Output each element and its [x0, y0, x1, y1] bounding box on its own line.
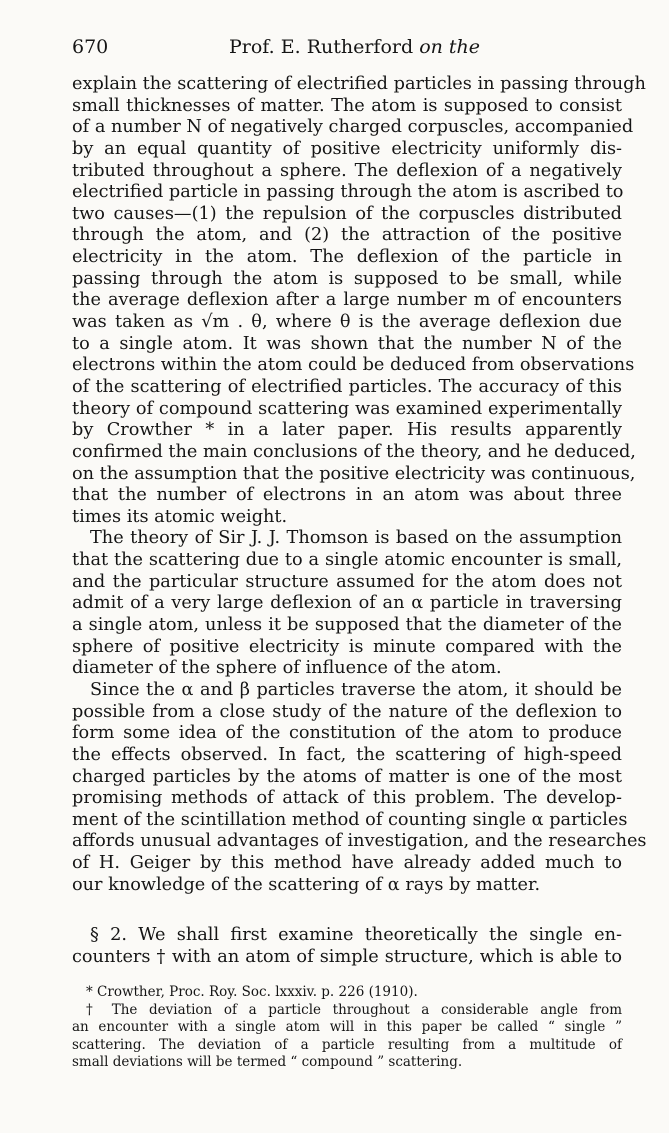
text-line: promising methods of attack of this problem. The develop- — [72, 788, 622, 809]
text-line: two causes—(1) the repulsion of the corpuscles distributed — [72, 203, 622, 224]
text-line: affords unusual advantages of investigation, and the researches — [72, 831, 647, 852]
section-2-start — [72, 925, 622, 968]
text-line: confirmed the main conclusions of the theory, and he deduced, — [72, 441, 636, 462]
page-number: 670 — [72, 36, 109, 58]
running-head — [229, 36, 480, 58]
text-line: and the particular structure assumed for the atom does not — [72, 571, 622, 592]
text-line: times its atomic weight. — [72, 506, 288, 527]
paragraph — [72, 74, 646, 528]
text-line: sphere of positive electricity is minute compared with the — [72, 636, 622, 657]
text-line: of a number N of negatively charged corpuscles, accompanied — [72, 117, 634, 138]
text-line: form some idea of the constitution of the atom to produce — [72, 723, 622, 744]
text-line: that the number of electrons in an atom was about three — [72, 485, 622, 506]
text-line: through the atom, and (2) the attraction of the positive — [72, 225, 622, 246]
text-line: our knowledge of the scattering of α rays by matter. — [72, 874, 541, 895]
text-line: passing through the atom is supposed to be small, while — [72, 268, 622, 289]
paragraph — [72, 679, 647, 896]
paragraph — [72, 528, 622, 679]
page-header — [72, 36, 622, 66]
text-line: the effects observed. In fact, the scattering of high-speed — [72, 744, 622, 765]
footnote-line: scattering. The deviation of a particle resulting from a multitude of — [72, 1036, 622, 1053]
footnote-line: small deviations will be termed “ compound ” scattering. — [72, 1054, 463, 1070]
text-line: small thicknesses of matter. The atom is supposed to consist — [72, 95, 622, 116]
text-line: tributed throughout a sphere. The deflexion of a negatively — [72, 160, 622, 181]
text-line: Since the α and β particles traverse the atom, it should be — [90, 679, 622, 700]
body-text — [72, 74, 647, 896]
text-line: on the assumption that the positive electricity was continuous, — [72, 463, 636, 484]
text-line: electricity in the atom. The deflexion of the particle in — [72, 247, 622, 268]
text-line: by Crowther * in a later paper. His results apparently — [72, 420, 622, 441]
text-line: diameter of the sphere of influence of the atom. — [72, 658, 502, 679]
footnote-line: an encounter with a single atom will in this paper be called “ single ” — [72, 1019, 622, 1035]
text-line: theory of compound scattering was examined experimentally — [72, 398, 622, 419]
running-head-author: Prof. E. Rutherford — [229, 36, 414, 58]
text-line: of the scattering of electrified particles. The accuracy of this — [72, 376, 622, 397]
text-line: ment of the scintillation method of counting single α particles — [72, 809, 628, 830]
footnote-line: † The deviation of a particle throughout a considerable angle from — [86, 1001, 622, 1018]
text-line: charged particles by the atoms of matter is one of the most — [72, 766, 622, 787]
text-line: that the scattering due to a single atomic encounter is small, — [72, 550, 622, 571]
running-head-rest: on the — [419, 36, 481, 58]
footnote-line: * Crowther, Proc. Roy. Soc. lxxxiv. p. 226 (1910). — [86, 984, 418, 1000]
text-line: a single atom, unless it be supposed that the diameter of the — [72, 615, 622, 636]
text-line: by an equal quantity of positive electricity uniformly dis- — [72, 138, 622, 159]
text-line: admit of a very large deflexion of an α particle in traversing — [72, 593, 622, 614]
text-line: explain the scattering of electrified particles in passing through — [72, 74, 646, 94]
text-line: counters † with an atom of simple structure, which is able to — [72, 946, 622, 967]
text-line: was taken as √m . θ, where θ is the average deflexion due — [72, 312, 622, 333]
text-line: the average deflexion after a large number m of encounters — [72, 290, 622, 311]
text-line: to a single atom. It was shown that the number N of the — [72, 333, 622, 354]
footnotes — [72, 984, 622, 1072]
text-line: electrons within the atom could be deduced from observations — [72, 355, 635, 376]
text-line: § 2. We shall first examine theoretically the single en- — [90, 925, 622, 945]
text-line: The theory of Sir J. J. Thomson is based on the assumption — [90, 528, 622, 549]
text-line: of H. Geiger by this method have already added much to — [72, 853, 622, 874]
text-line: electrified particle in passing through the atom is ascribed to — [72, 182, 624, 203]
text-line: possible from a close study of the nature of the deflexion to — [72, 701, 622, 722]
